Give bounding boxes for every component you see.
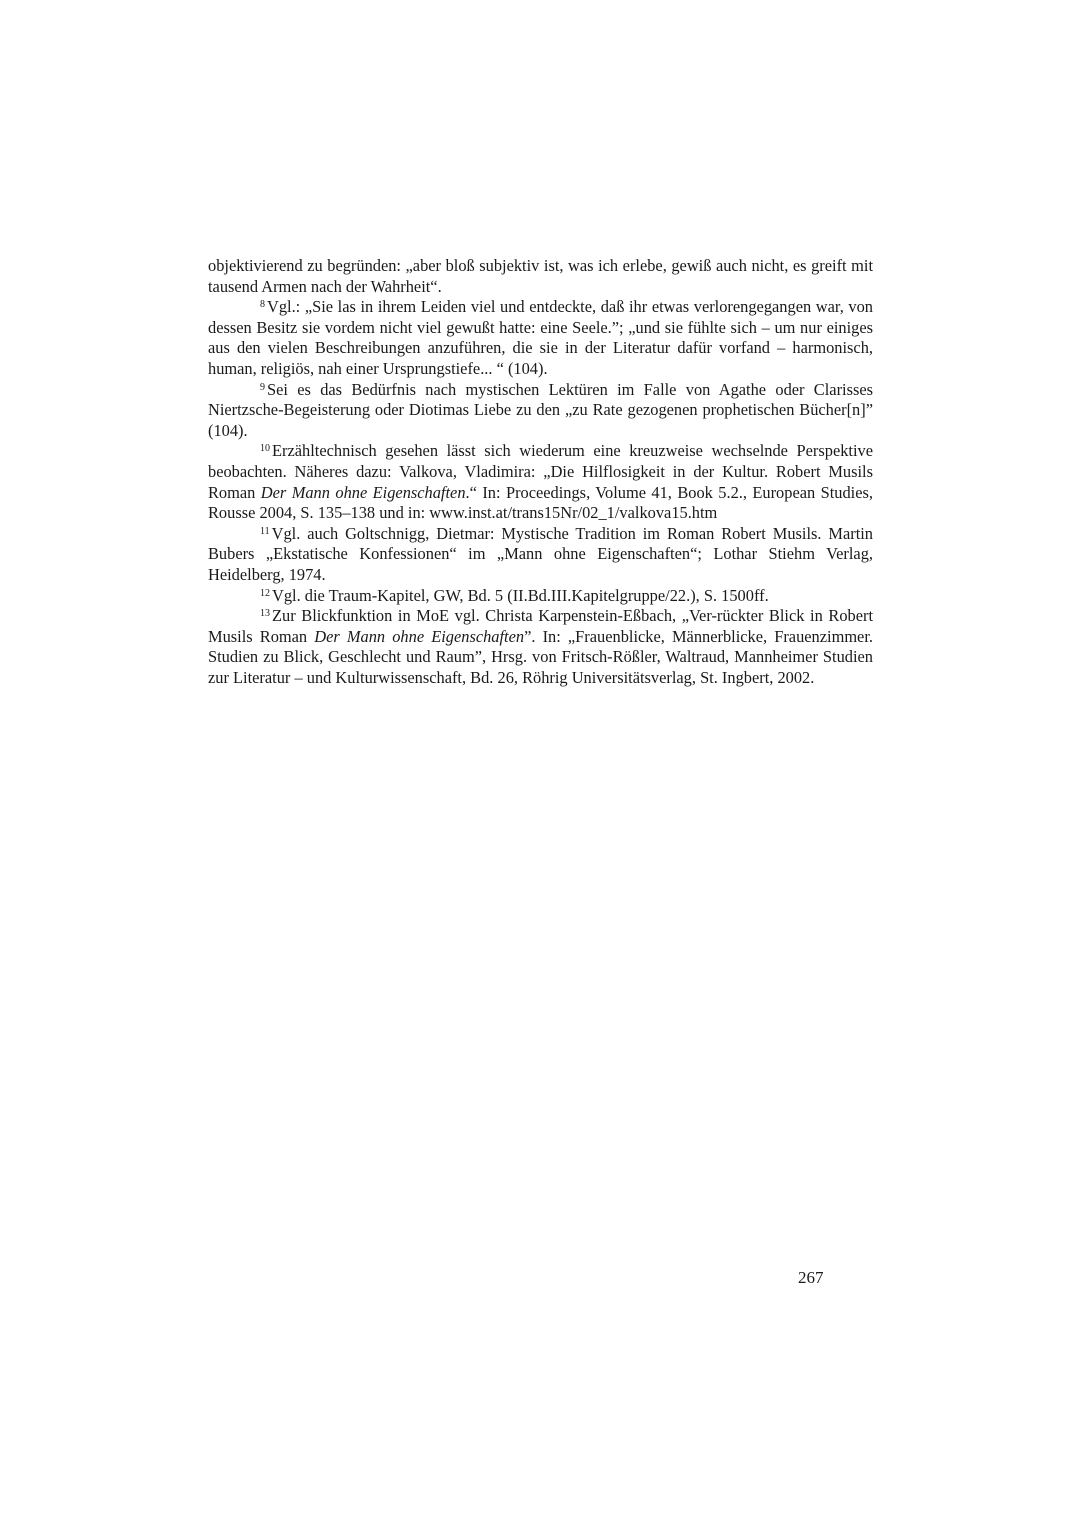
footnote-text: Vgl. auch Goltschnigg, Dietmar: Mystische Tradition im Roman Robert Musils. Martin Bubers „Ekstatische Konfessionen“ im „Mann ohne Eigenschaften“; Lothar Stiehm Verlag, Heidelberg, 1974. — [208, 523, 873, 584]
footnote-8 — [208, 297, 873, 379]
footnotes-block — [208, 256, 873, 688]
footnote-text: Zur Blickfunktion in MoE vgl. Christa Karpenstein-Eßbach, „Ver-rückter Blick in Robert Musils Roman — [208, 606, 873, 646]
footnote-text: Sei es das Bedürfnis nach mystischen Lektüren im Falle von Agathe oder Clarisses Niertzsche-Begeisterung oder Diotimas Liebe zu den „zu Rate gezogenen prophetischen Bücher[n]” (104). — [208, 379, 873, 440]
footnote-marker: 11 — [260, 525, 270, 537]
footnote-text: ”. In: „Frauenblicke, Männerblicke, Frauenzimmer. Studien zu Blick, Geschlecht und Raum”, Hrsg. von Fritsch-Rößler, Waltraud, Mannheimer Studien zur Literatur – und Kulturwissenschaft, Bd. 26, Röhrig Universitätsverlag, St. Ingbert, 2002. — [208, 626, 873, 687]
book-title: Der Mann ohne Eigenschaften — [260, 482, 466, 502]
footnote-text: Vgl. die Traum-Kapitel, GW, Bd. 5 (II.Bd.III.Kapitelgruppe/22.), S. 1500ff. — [272, 585, 769, 605]
page-number: 267 — [798, 1268, 824, 1287]
footnote-marker: 9 — [260, 381, 265, 393]
footnote-11 — [208, 524, 873, 586]
footnote-marker: 12 — [260, 587, 270, 599]
footnote-continuation: objektivierend zu begründen: „aber bloß subjektiv ist, was ich erlebe, gewiß auch nicht, es greift mit tausend Armen nach der Wahrheit“. — [208, 256, 873, 296]
footnote-text: Vgl.: „Sie las in ihrem Leiden viel und entdeckte, daß ihr etwas verlorengegangen war, von dessen Besitz sie vordem nicht viel gewußt hatte: eine Seele.”; „und sie fühlte sich – um nur einiges aus den vielen Beschreibungen anzuführen, die sie in der Literatur dafür vorfand – harmonisch, human, religiös, nah einer Ursprungstiefe... “ (104). — [208, 297, 873, 378]
footnote-marker: 13 — [260, 608, 270, 620]
footnote-9 — [208, 380, 873, 442]
book-title: Der Mann ohne Eigenschaften — [314, 626, 525, 646]
footnote-13 — [208, 606, 873, 688]
footnote-text: .“ In: Proceedings, Volume 41, Book 5.2., European Studies, Rousse 2004, S. 135–138 und in: www.inst.at/trans15Nr/02_1/valkova15.htm — [208, 482, 873, 523]
footnote-marker: 10 — [260, 443, 270, 455]
footnote-10 — [208, 441, 873, 523]
footnote-12 — [208, 586, 873, 607]
footnote-marker: 8 — [260, 299, 265, 311]
footnote-text: Erzähltechnisch gesehen lässt sich wiederum eine kreuzweise wechselnde Perspektive beobachten. Näheres dazu: Valkova, Vladimira: „Die Hilflosigkeit in der Kultur. Robert Musils Roman — [208, 441, 873, 502]
